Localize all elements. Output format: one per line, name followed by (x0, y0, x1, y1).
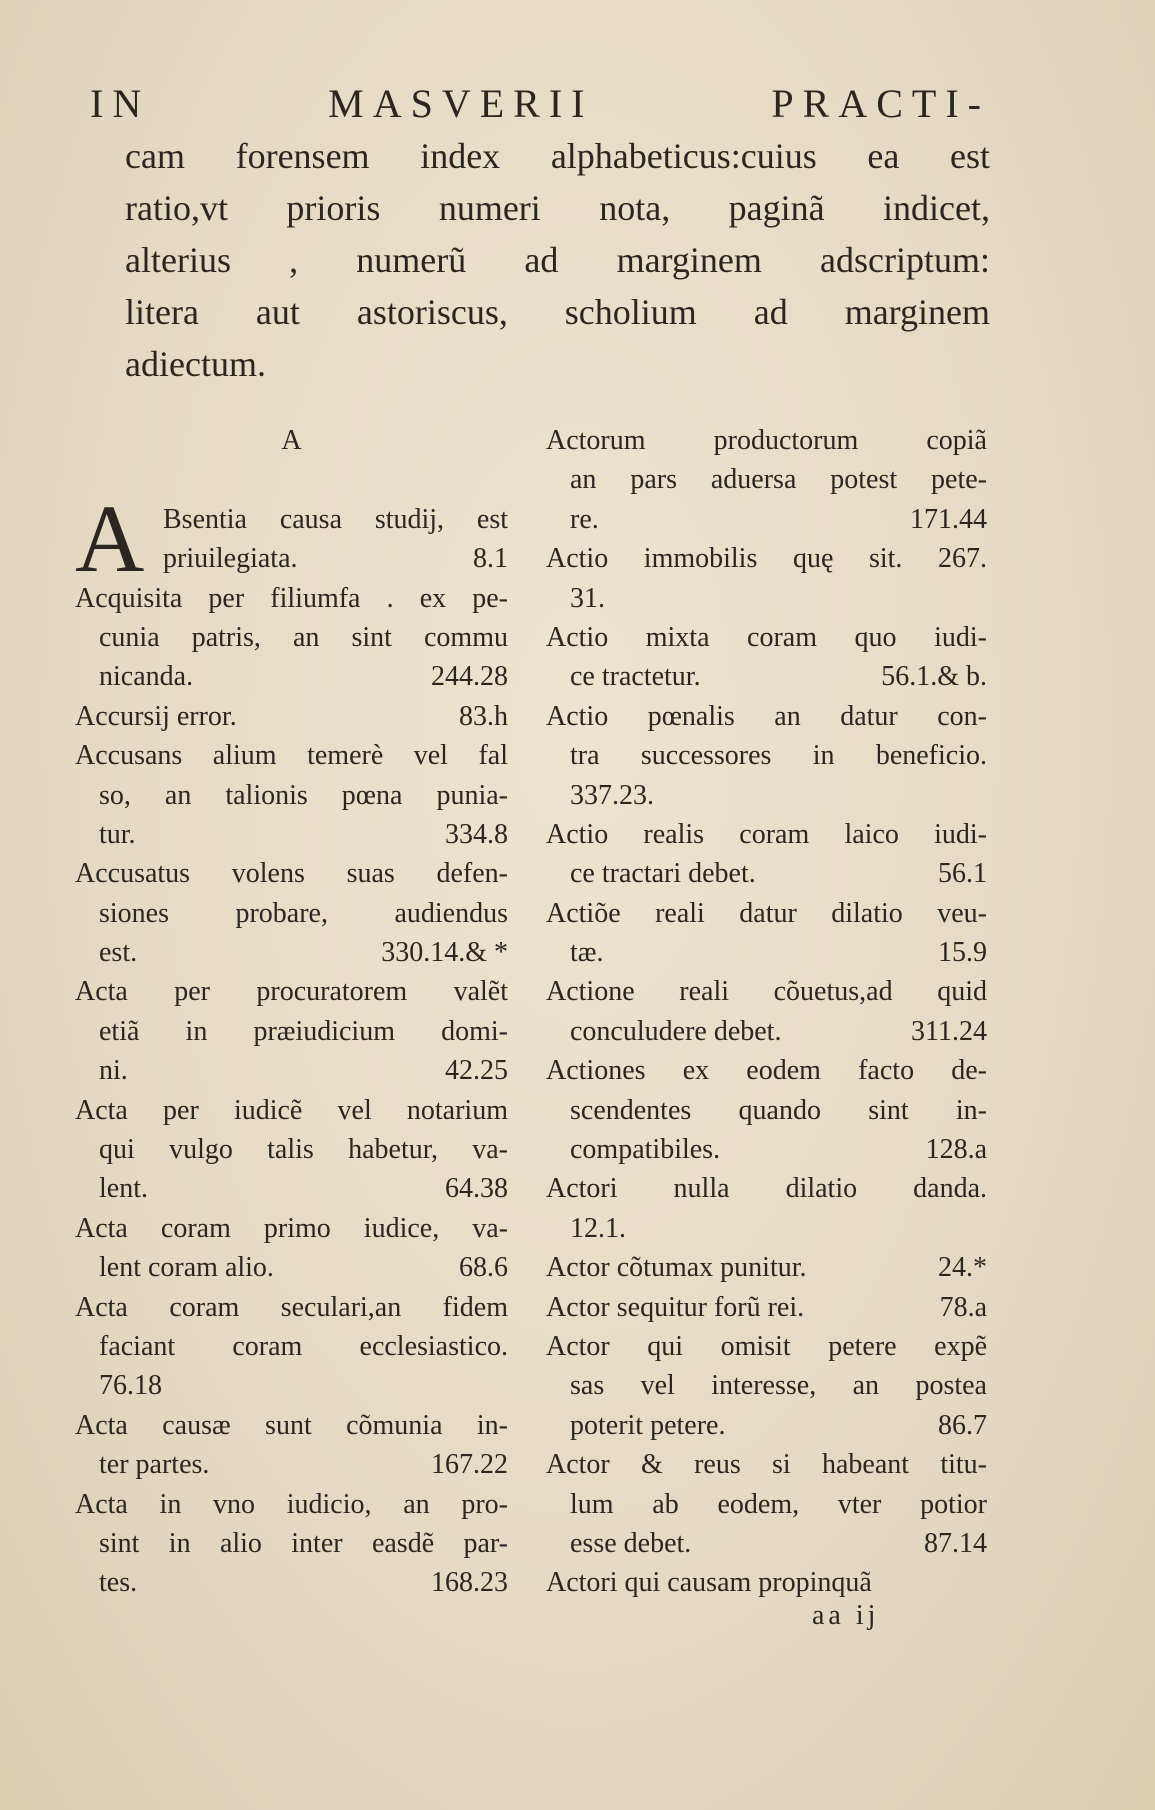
entry-text: 76.18 (99, 1370, 162, 1402)
entry-line (75, 1563, 508, 1602)
entry-text: Actor cõtumax punitur. (546, 1252, 807, 1284)
entry-text: Actor sequitur forũ rei. (546, 1291, 805, 1323)
page-reference: 56.1.& b. (881, 661, 987, 693)
entry-line: Acta coram primo iudice, va- (75, 1212, 508, 1244)
page-reference: 64.38 (445, 1173, 508, 1205)
entry-line: sas vel interesse, an postea (570, 1370, 987, 1402)
entry-text: 12.1. (570, 1212, 626, 1244)
page-reference: 15.9 (938, 937, 987, 969)
entry-line (546, 1248, 987, 1287)
index-entry (75, 1406, 508, 1485)
entry-text: poterit petere. (570, 1409, 726, 1441)
entry-line: Acta per procuratorem valẽt (75, 976, 508, 1008)
index-entry (75, 972, 508, 1090)
index-entry (75, 1209, 508, 1288)
entry-line (546, 1406, 987, 1445)
title-line: litera aut astoriscus, scholium ad marginem (125, 292, 990, 332)
entry-line: Actio mixta coram quo iudi- (546, 621, 987, 653)
entry-line (546, 776, 987, 815)
entry-line (546, 933, 987, 972)
entry-line (546, 500, 987, 539)
title-line: alterius , numerũ ad marginem adscriptum: (125, 240, 990, 280)
index-entry (75, 484, 508, 592)
entry-line: qui vulgo talis habetur, va- (99, 1134, 508, 1166)
entry-text: conculudere debet. (570, 1015, 782, 1047)
page-reference: 83.h (459, 700, 508, 732)
index-entry (546, 1248, 987, 1287)
index-entry (546, 1327, 987, 1445)
entry-text: 31. (570, 582, 605, 614)
entry-line (546, 1288, 987, 1327)
entry-text: ter partes. (99, 1449, 210, 1481)
entry-line: Accusatus volens suas defen- (75, 858, 508, 890)
entry-line: siones probare, audiendus (99, 897, 508, 929)
section-letter-heading: A (281, 425, 302, 456)
entry-line: Actiõe reali datur dilatio veu- (546, 897, 987, 929)
entry-line (75, 657, 508, 696)
entry-line: Actione reali cõuetus,ad quid (546, 976, 987, 1008)
index-entry (546, 1445, 987, 1563)
title-line: adiectum. (125, 344, 266, 384)
index-entry (546, 421, 987, 539)
entry-line (75, 933, 508, 972)
entry-text: ce tractetur. (570, 661, 701, 693)
entry-line: Actio realis coram laico iudi- (546, 818, 987, 850)
title-line: ratio,vt prioris numeri nota, paginã indicet, (125, 188, 990, 228)
title-line: cam forensem index alphabeticus:cuius ea est (125, 136, 990, 176)
entry-line (75, 1445, 508, 1484)
index-entry (546, 697, 987, 815)
index-entry (546, 1051, 987, 1169)
page-reference: 334.8 (445, 818, 508, 850)
entry-line: Acta in vno iudicio, an pro- (75, 1488, 508, 1520)
entry-line: tra successores in beneficio. (570, 740, 987, 772)
entry-line: an pars aduersa potest pete- (570, 464, 987, 496)
right-column (546, 421, 987, 1603)
entry-line: lum ab eodem, vter potior (570, 1488, 987, 1520)
page-reference: 42.25 (445, 1055, 508, 1087)
index-title (90, 78, 990, 390)
entry-text: tes. (99, 1567, 138, 1599)
entry-line: Actor qui omisit petere expẽ (546, 1330, 987, 1362)
index-entry (546, 972, 987, 1051)
entry-text: ce tractari debet. (570, 858, 756, 890)
entry-line (546, 1563, 987, 1602)
entry-line (546, 1209, 987, 1248)
entry-text: priuilegiata. (163, 543, 298, 575)
page-reference: 244.28 (431, 661, 508, 693)
entry-line: Actori nulla dilatio danda. (546, 1173, 987, 1205)
entry-line (546, 854, 987, 893)
drop-cap: A (75, 484, 145, 592)
index-entry (75, 736, 508, 854)
page-reference: 128.a (925, 1134, 987, 1166)
entry-text: 337.23. (570, 779, 654, 811)
entry-line: Actio immobilis quę sit. 267. (546, 543, 987, 575)
index-entry (546, 894, 987, 973)
entry-line (75, 815, 508, 854)
entry-text: tur. (99, 818, 136, 850)
entry-text: est. (99, 937, 138, 969)
entry-line: Acta per iudicẽ vel notarium (75, 1094, 508, 1126)
page-reference: 330.14.& * (381, 937, 508, 969)
index-entry (546, 1169, 987, 1248)
entry-text: lent coram alio. (99, 1252, 274, 1284)
entry-text: Accursij error. (75, 700, 237, 732)
entry-line: scendentes quando sint in- (570, 1094, 987, 1126)
index-entry (546, 539, 987, 618)
index-entry (546, 815, 987, 894)
entry-line: Acquisita per filiumfa . ex pe- (75, 582, 508, 614)
page-reference: 56.1 (938, 858, 987, 890)
entry-line: etiã in præiudicium domi- (99, 1015, 508, 1047)
title-line: IN MASVERII PRACTI- (90, 81, 990, 126)
entry-line (75, 697, 508, 736)
page-reference: 311.24 (911, 1015, 987, 1047)
page-reference: 8.1 (473, 543, 508, 575)
signature-mark: aa ij (812, 1600, 880, 1631)
entry-text: ni. (99, 1055, 128, 1087)
entry-line: so, an talionis pœna punia- (99, 779, 508, 811)
page-reference: 87.14 (924, 1527, 987, 1559)
entry-text: compatibiles. (570, 1134, 721, 1166)
entry-line (75, 1169, 508, 1208)
entry-line (546, 1130, 987, 1169)
index-entry (75, 1288, 508, 1406)
entry-text: esse debet. (570, 1527, 692, 1559)
entry-line (546, 657, 987, 696)
page-reference: 78.a (939, 1291, 987, 1323)
entry-line: Actorum productorum copiã (546, 425, 987, 456)
index-entry (75, 1485, 508, 1603)
entry-line: Actiones ex eodem facto de- (546, 1055, 987, 1087)
index-entry (75, 1091, 508, 1209)
entry-text: lent. (99, 1173, 148, 1205)
entry-line (75, 1051, 508, 1090)
page-reference: 24.* (938, 1252, 987, 1284)
entry-line: Actor & reus si habeant titu- (546, 1449, 987, 1481)
entry-line: Acta coram seculari,an fidem (75, 1291, 508, 1323)
index-entry (75, 854, 508, 972)
index-entry (546, 618, 987, 697)
page-reference: 86.7 (938, 1409, 987, 1441)
page-reference: 168.23 (431, 1567, 508, 1599)
entry-line: cunia patris, an sint commu (99, 621, 508, 653)
entry-text: nicanda. (99, 661, 194, 693)
left-column (75, 421, 508, 1603)
entry-line: Acta causæ sunt cõmunia in- (75, 1409, 508, 1441)
entry-line: Actio pœnalis an datur con- (546, 700, 987, 732)
entry-text: tæ. (570, 937, 604, 969)
entry-line (75, 1248, 508, 1287)
entry-text: re. (570, 503, 599, 535)
index-entry (546, 1288, 987, 1327)
page-reference: 68.6 (459, 1252, 508, 1284)
entry-line: sint in alio inter easdẽ par- (99, 1527, 508, 1559)
index-entry (75, 697, 508, 736)
entry-line: Accusans alium temerè vel fal (75, 740, 508, 772)
entry-line: Bsentia causa studij, est (163, 503, 508, 535)
entry-text: Actori qui causam propinquã (546, 1567, 872, 1599)
entry-line: faciant coram ecclesiastico. (99, 1330, 508, 1362)
page-reference: 167.22 (431, 1449, 508, 1481)
entry-line (546, 579, 987, 618)
entry-line (75, 1366, 508, 1405)
entry-line (546, 1012, 987, 1051)
entry-line (546, 1524, 987, 1563)
index-entry (75, 579, 508, 697)
page-reference: 171.44 (910, 503, 987, 535)
index-entry (546, 1563, 987, 1602)
